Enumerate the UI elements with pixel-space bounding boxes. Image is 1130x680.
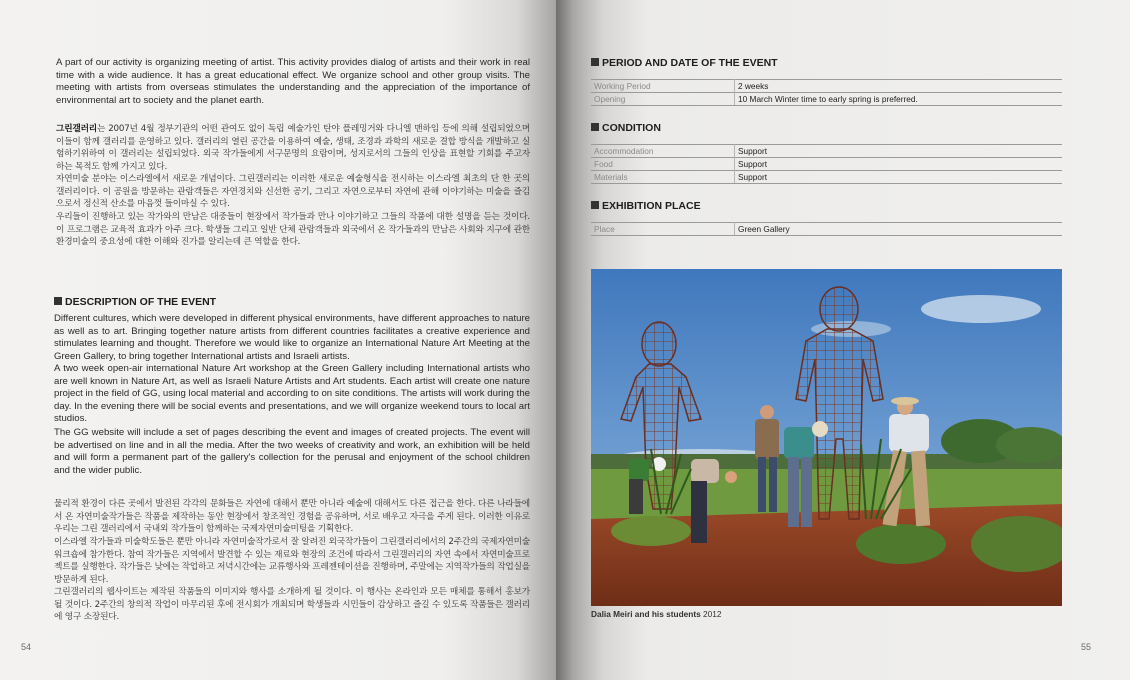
period-section-heading (591, 57, 778, 69)
description-korean-paragraph-2: 이스라엘 작가들과 미술학도들은 뿐만 아니라 자연미술작가로서 잘 알려진 외국작가들이 그린갤러리에서의 2주간의 국제자연미술워크숍에 참가한다. 참여 작가들은 지역에서 발견할 수 있는 재료와 현장의 조건에 따라서 그린갤러리의 자연 속에서 자연미술프로젝트를 실행한다. 작가들은 낮에는 작업하고 저녁시간에는 교류행사와 프레젠테이션을 진행하며, 주말에는 지역작가들의 작업실을 방문하게 된다. (54, 537, 530, 585)
description-english-paragraph-3: The GG website will include a set of pages describing the event and images of created projects. The event will be advertised on line and in all the media. After the two weeks of creativity and work, an exhibition will be held and will form a permanent part of the gallery's collection for the perusal and enjoyment of the school children and the wider public. (54, 427, 530, 476)
intro-korean-body: 는 2007년 4월 정부기관의 어떤 관여도 없이 독립 예술가인 탄야 플레밍거와 다니엘 맨하임 등에 의해 설립되었으며 이들이 함께 갤러리를 운영하고 있다. 갤러리의 열린 공간을 이용하여 예술, 생태, 조경과 과학의 새로운 결합 방식을 개발하고 실험하기위하여 이 갤러리는 설립되었다. 외국 작가들에게 서구문명의 요람이며, 성지로서의 그들의 인상을 표현할 기회를 주고자 하는 목적도 함께 가지고 있다. (56, 124, 530, 172)
table-label-cell: Place (591, 223, 735, 236)
left-page-number: 54 (21, 642, 32, 652)
description-section-title: DESCRIPTION OF THE EVENT (65, 296, 217, 308)
table-value-cell: Support (735, 171, 1063, 184)
period-table (591, 79, 1062, 106)
table-label-cell: Working Period (591, 80, 735, 93)
description-english-paragraph-2: A two week open-air international Nature Art workshop at the Green Gallery including International artists who are well known in Nature Art, as well as Israeli Nature Artists and Art students. Each artist will create one nature project in the field of GG, using local material and according to on site conditions. The artists will work during the day. In the evening there will be social events and presentations, and we will organize weekend tours to local art studios. (54, 363, 530, 425)
table-value-cell: 10 March Winter time to early spring is preferred. (735, 93, 1063, 106)
section-bullet-icon (591, 58, 599, 66)
section-bullet-icon (591, 123, 599, 131)
period-section-title: PERIOD AND DATE OF THE EVENT (602, 57, 778, 69)
section-bullet-icon (591, 201, 599, 209)
event-photo (591, 269, 1062, 606)
section-bullet-icon (54, 297, 62, 305)
condition-table (591, 144, 1062, 184)
table-label-cell: Materials (591, 171, 735, 184)
table-row (591, 93, 1062, 106)
intro-korean-paragraph-2: 자연미술 분야는 이스라엘에서 새로운 개념이다. 그린갤러리는 이러한 새로운 예술형식을 전시하는 이스라엘 최초의 단 한 곳의 갤러리이다. 이 공원을 방문하는 관람객들은 자연경치와 신선한 공기, 그리고 자연으로부터 자연에 관해 이야기하는 미술을 즐김으로서 정신적 산소를 마음껏 들이마실 수 있다. (56, 174, 530, 210)
table-label-cell: Opening (591, 93, 735, 106)
table-value-cell: Support (735, 145, 1063, 158)
table-row (591, 145, 1062, 158)
exhibition-section-heading (591, 200, 701, 212)
table-value-cell: Support (735, 158, 1063, 171)
table-value-cell: Green Gallery (735, 223, 1063, 236)
description-korean-paragraph-1: 물리적 환경이 다른 곳에서 발전된 각각의 문화들은 자연에 대해서 뿐만 아니라 예술에 대해서도 다른 접근을 한다. 다른 나라들에서 온 자연미술작가들은 작품을 제작하는 동안 현장에서 창조적인 경험을 공유하며, 서로 배우고 자극을 주게 된다. 이러한 이유로 우리는 그린 갤러리에서 국내외 작가들이 함께하는 국제자연미술미팅을 기획한다. (54, 499, 530, 535)
gallery-name-korean: 그린갤러리 (56, 124, 97, 134)
description-english-paragraph-1: Different cultures, which were developed in different physical environments, have different approaches to nature as well as to art. Bringing together nature artists from different countries facilitates a creative experience and stimulates learning and thought. Therefore we would like to organize an International Nature Art Meeting at the Green Gallery, to bring together International artists and Israeli artists. (54, 313, 530, 362)
table-value-cell: 2 weeks (735, 80, 1063, 93)
description-korean-paragraph-3: 그린갤러리의 웹사이트는 제작된 작품들의 이미지와 행사를 소개하게 될 것이다. 이 행사는 온라인과 모든 매체를 통해서 홍보가 될 것이다. 2주간의 창의적 작업이 마무리된 후에 전시회가 개최되며 학생들과 시민들이 감상하고 즐길 수 있도록 작품들은 갤러리에 영구 소장된다. (54, 587, 530, 623)
left-page (0, 0, 556, 680)
table-row (591, 80, 1062, 93)
table-row (591, 171, 1062, 184)
intro-english-paragraph: A part of our activity is organizing meeting of artist. This activity provides dialog of artists and their work in real time with a wide audience. It has a great educational effect. We organize school and other group visits. The meeting with artists from overseas stimulates the understanding and the appreciation of the importance of environmental art to society and the planet earth. (56, 57, 530, 106)
condition-section-heading (591, 122, 661, 134)
photo-caption (591, 609, 722, 619)
photo-caption-year: 2012 (703, 609, 722, 619)
table-label-cell: Food (591, 158, 735, 171)
intro-korean-paragraph-3: 우리들이 진행하고 있는 작가와의 만남은 대중들이 현장에서 작가들과 만나 이야기하고 그들의 작품에 대한 설명을 듣는 것이다. 이 프로그램은 교육적 효과가 아주 크다. 학생들 그리고 일반 단체 관람객들과 외국에서 온 작가들과의 만남은 사회와 지구에 관한 환경미술의 중요성에 대한 이해와 진가를 알리는데 큰 역할을 한다. (56, 212, 530, 248)
description-section-heading (54, 296, 216, 308)
photo-caption-text: Dalia Meiri and his students (591, 609, 701, 619)
condition-section-title: CONDITION (602, 122, 661, 134)
exhibition-section-title: EXHIBITION PLACE (602, 200, 701, 212)
right-page-number: 55 (1081, 642, 1092, 652)
table-row (591, 158, 1062, 171)
exhibition-table (591, 222, 1062, 236)
table-row (591, 223, 1062, 236)
intro-korean-paragraph (56, 123, 530, 173)
table-label-cell: Accommodation (591, 145, 735, 158)
